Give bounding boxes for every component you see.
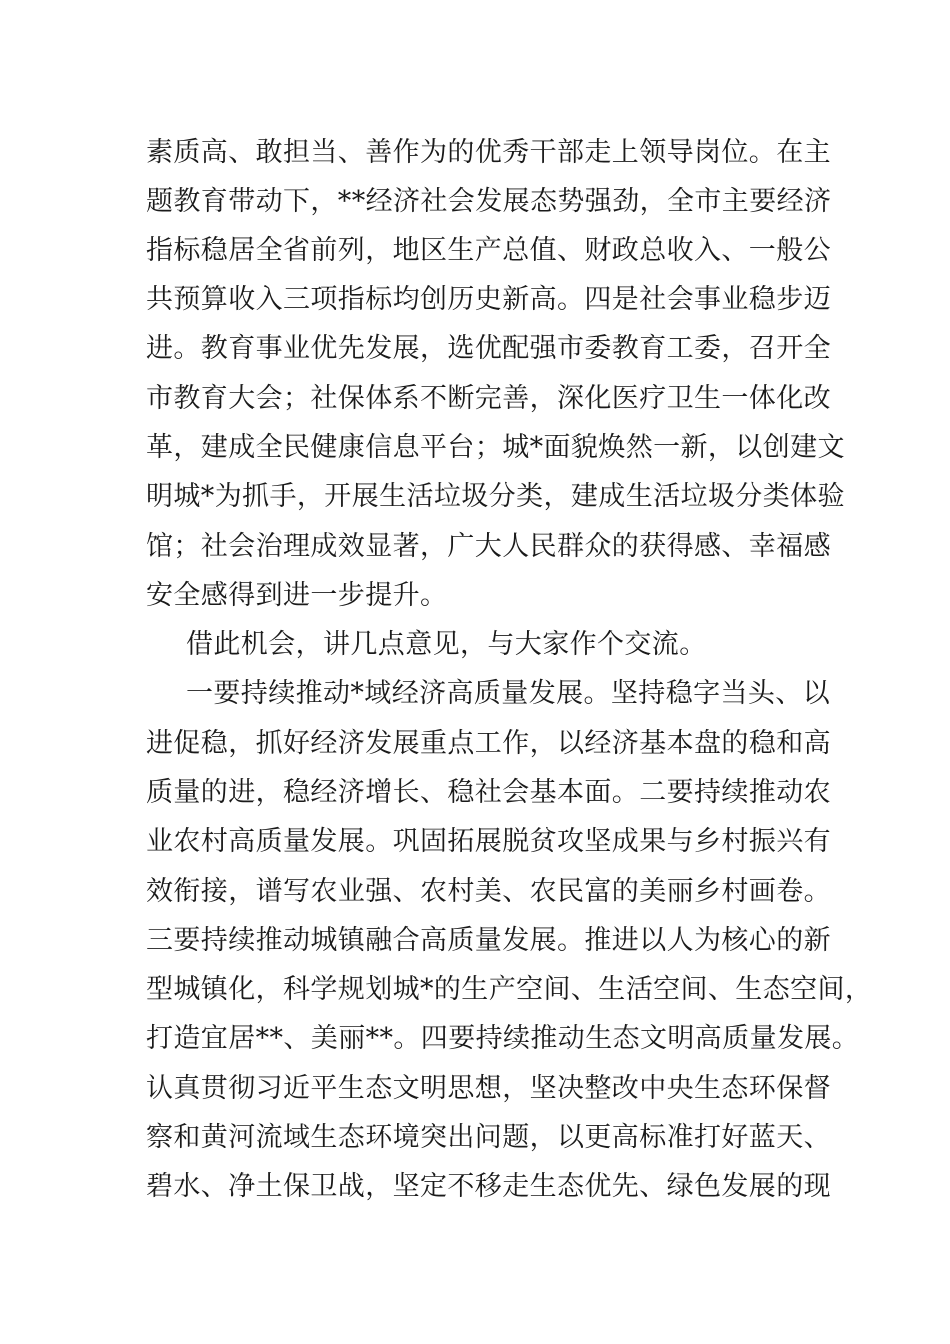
text-line-11: 借此机会，讲几点意见，与大家作个交流。 bbox=[186, 629, 707, 660]
text-line-17: 三要持续推动城镇融合高质量发展。推进以人为核心的新 bbox=[146, 925, 831, 956]
text-line-8: 明城*为抓手，开展生活垃圾分类，建成生活垃圾分类体验 bbox=[146, 481, 845, 512]
text-line-14: 质量的进，稳经济增长、稳社会基本面。二要持续推动农 bbox=[146, 777, 831, 808]
text-line-15: 业农村高质量发展。巩固拓展脱贫攻坚成果与乡村振兴有 bbox=[146, 826, 831, 857]
text-line-12: 一要持续推动*域经济高质量发展。坚持稳字当头、以 bbox=[186, 678, 831, 709]
text-line-5: 进。教育事业优先发展，选优配强市委教育工委，召开全 bbox=[146, 333, 831, 364]
text-line-21: 察和黄河流域生态环境突出问题，以更高标准打好蓝天、 bbox=[146, 1122, 831, 1153]
text-line-9: 馆；社会治理成效显著，广大人民群众的获得感、幸福感 bbox=[146, 531, 831, 562]
text-line-13: 进促稳，抓好经济发展重点工作，以经济基本盘的稳和高 bbox=[146, 728, 831, 759]
text-line-1: 素质高、敢担当、善作为的优秀干部走上领导岗位。在主 bbox=[146, 137, 831, 168]
text-line-3: 指标稳居全省前列，地区生产总值、财政总收入、一般公 bbox=[146, 235, 831, 266]
text-line-16: 效衔接，谱写农业强、农村美、农民富的美丽乡村画卷。 bbox=[146, 876, 831, 907]
text-line-18: 型城镇化，科学规划城*的生产空间、生活空间、生态空间， bbox=[146, 974, 873, 1005]
text-line-2: 题教育带动下，**经济社会发展态势强劲，全市主要经济 bbox=[146, 186, 832, 217]
text-line-4: 共预算收入三项指标均创历史新高。四是社会事业稳步迈 bbox=[146, 284, 831, 315]
text-line-22: 碧水、净土保卫战，坚定不移走生态优先、绿色发展的现 bbox=[146, 1171, 831, 1202]
text-line-6: 市教育大会；社保体系不断完善，深化医疗卫生一体化改 bbox=[146, 383, 831, 414]
text-line-7: 革，建成全民健康信息平台；城*面貌焕然一新，以创建文 bbox=[146, 432, 845, 463]
text-line-10: 安全感得到进一步提升。 bbox=[146, 580, 448, 611]
text-line-19: 打造宜居**、美丽**。四要持续推动生态文明高质量发展。 bbox=[146, 1023, 860, 1054]
text-line-20: 认真贯彻习近平生态文明思想，坚决整改中央生态环保督 bbox=[146, 1073, 831, 1104]
